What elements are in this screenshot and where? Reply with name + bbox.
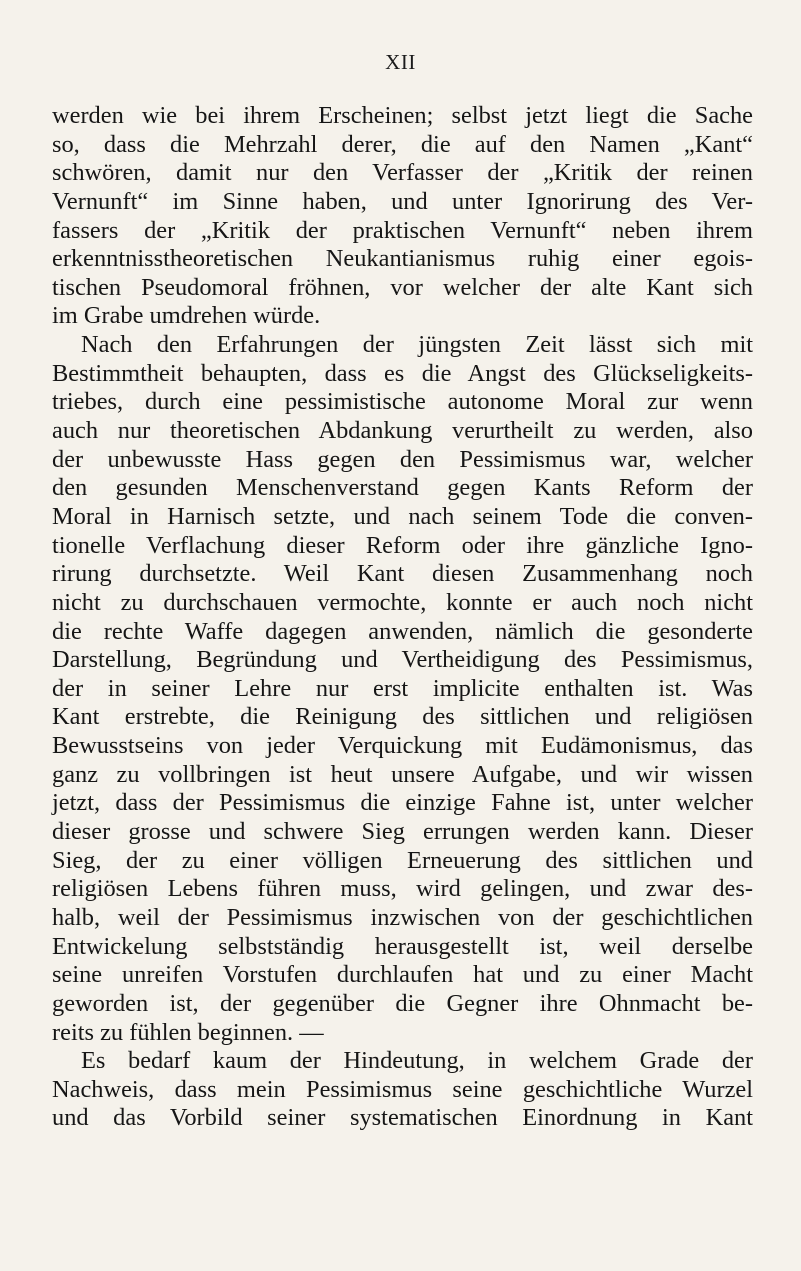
text-line: erkenntnisstheoretischen Neukantianismus ruhig einer egois- xyxy=(52,245,753,273)
text-line: religiösen Lebens führen muss, wird gelingen, und zwar des- xyxy=(52,875,753,903)
text-line: auch nur theoretischen Abdankung verurtheilt zu werden, also xyxy=(52,417,753,445)
text-line: nicht zu durchschauen vermochte, konnte er auch noch nicht xyxy=(52,588,753,616)
text-line: Moral in Harnisch setzte, und nach seinem Tode die conven- xyxy=(52,502,753,530)
text-line: Vernunft“ im Sinne haben, und unter Ignorirung des Ver- xyxy=(52,187,753,215)
text-line: Bestimmtheit behaupten, dass es die Angst des Glückseligkeits- xyxy=(52,359,753,387)
text-line: seine unreifen Vorstufen durchlaufen hat und zu einer Macht xyxy=(52,961,753,989)
text-line: tionelle Verflachung dieser Reform oder ihre gänzliche Igno- xyxy=(52,531,753,559)
text-line: geworden ist, der gegenüber die Gegner ihre Ohnmacht be- xyxy=(52,989,753,1017)
paragraph-start-line: Nach den Erfahrungen der jüngsten Zeit lässt sich mit xyxy=(81,331,753,359)
body-text xyxy=(52,102,753,1133)
page-number: XII xyxy=(385,50,416,74)
text-line: jetzt, dass der Pessimismus die einzige Fahne ist, unter welcher xyxy=(52,789,753,817)
text-line: und das Vorbild seiner systematischen Einordnung in Kant xyxy=(52,1104,753,1132)
text-line: triebes, durch eine pessimistische autonome Moral zur wenn xyxy=(52,388,753,416)
text-line: Bewusstseins von jeder Verquickung mit Eudämonismus, das xyxy=(52,732,753,760)
text-line: werden wie bei ihrem Erscheinen; selbst jetzt liegt die Sache xyxy=(52,102,753,129)
text-line: fassers der „Kritik der praktischen Vernunft“ neben ihrem xyxy=(52,216,753,244)
text-line: Kant erstrebte, die Reinigung des sittlichen und religiösen xyxy=(52,703,753,731)
text-line: der unbewusste Hass gegen den Pessimismus war, welcher xyxy=(52,445,753,473)
text-line: im Grabe umdrehen würde. xyxy=(52,302,321,330)
text-line: die rechte Waffe dagegen anwenden, nämlich die gesonderte xyxy=(52,617,753,645)
text-line: der in seiner Lehre nur erst implicite enthalten ist. Was xyxy=(52,674,753,702)
text-line: Entwickelung selbstständig herausgestellt ist, weil derselbe xyxy=(52,932,753,960)
text-line: den gesunden Menschenverstand gegen Kants Reform der xyxy=(52,474,753,502)
text-line: reits zu fühlen beginnen. — xyxy=(52,1018,324,1046)
text-line: Darstellung, Begründung und Vertheidigung des Pessimismus, xyxy=(52,646,753,674)
text-line: rirung durchsetzte. Weil Kant diesen Zusammenhang noch xyxy=(52,560,753,588)
text-line: Sieg, der zu einer völligen Erneuerung des sittlichen und xyxy=(52,846,753,874)
text-line: schwören, damit nur den Verfasser der „Kritik der reinen xyxy=(52,159,753,187)
text-line: tischen Pseudomoral fröhnen, vor welcher der alte Kant sich xyxy=(52,273,753,301)
paragraph-start-line: Es bedarf kaum der Hindeutung, in welchem Grade der xyxy=(81,1047,753,1075)
text-line: halb, weil der Pessimismus inzwischen von der geschichtlichen xyxy=(52,903,753,931)
text-line: dieser grosse und schwere Sieg errungen werden kann. Dieser xyxy=(52,818,753,846)
text-line: so, dass die Mehrzahl derer, die auf den Namen „Kant“ xyxy=(52,130,753,158)
text-line: ganz zu vollbringen ist heut unsere Aufgabe, und wir wissen xyxy=(52,760,753,788)
text-line: Nachweis, dass mein Pessimismus seine geschichtliche Wurzel xyxy=(52,1075,753,1103)
